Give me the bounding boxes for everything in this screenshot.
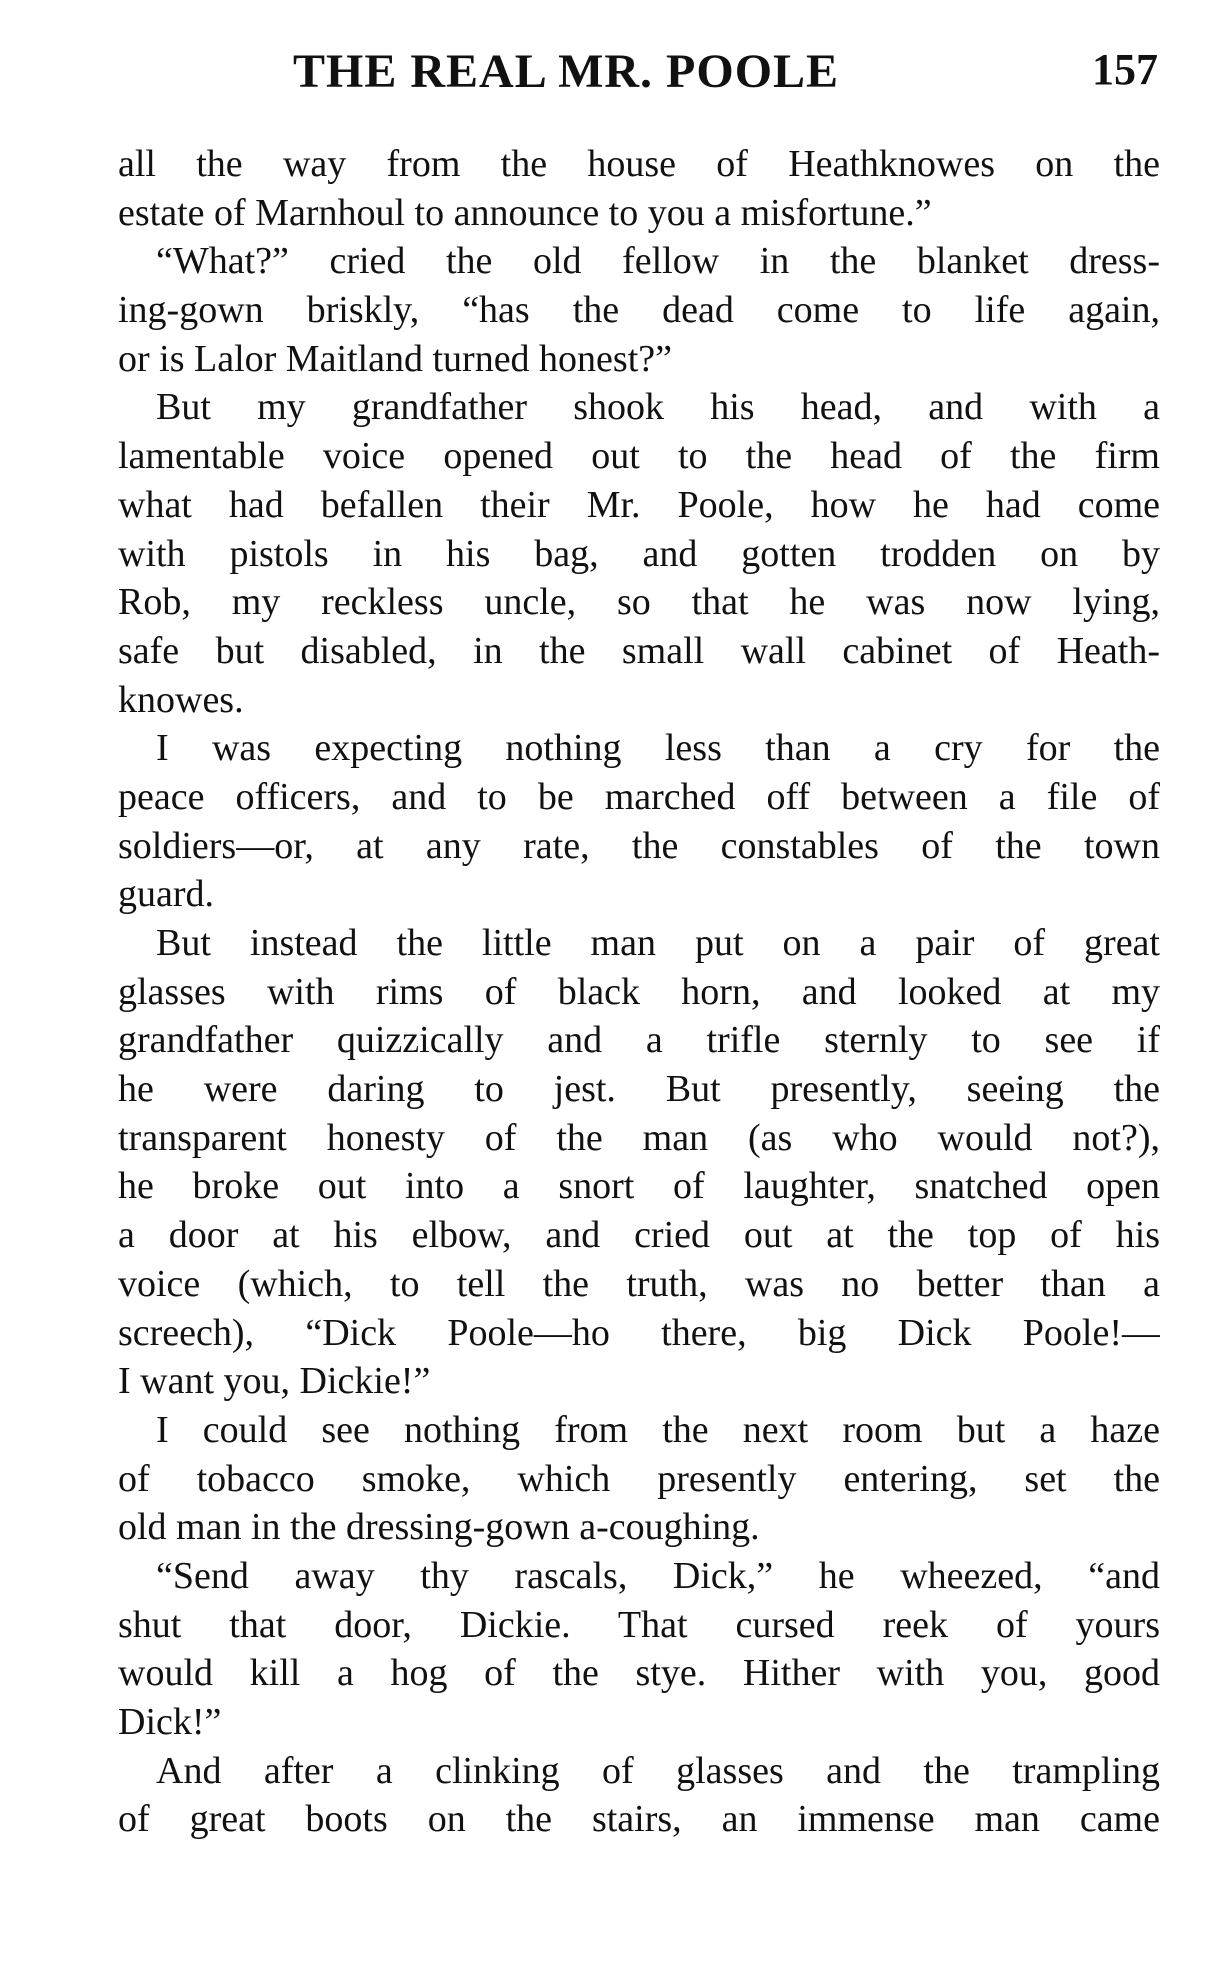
text-line: would kill a hog of the stye. Hither with you, good <box>118 1652 1160 1695</box>
text-line: of great boots on the stairs, an immense man came <box>118 1798 1160 1841</box>
text-line: a door at his elbow, and cried out at the top of his <box>118 1214 1160 1257</box>
text-line: But my grandfather shook his head, and with a <box>156 386 1160 429</box>
text-line: ing-gown briskly, “has the dead come to life again, <box>118 289 1160 332</box>
page-body <box>118 140 1160 1844</box>
text-line: he broke out into a snort of laughter, snatched open <box>118 1165 1160 1208</box>
text-line: estate of Marnhoul to announce to you a misfortune.” <box>118 191 932 234</box>
text-line: Dick!” <box>118 1701 222 1743</box>
running-title: THE REAL MR. POOLE <box>293 45 840 98</box>
text-line: peace officers, and to be marched off between a file of <box>118 775 1160 818</box>
text-line: screech), “Dick Poole—ho there, big Dick Poole!— <box>118 1311 1160 1354</box>
text-line: I want you, Dickie!” <box>118 1360 431 1403</box>
text-line: shut that door, Dickie. That cursed reek of yours <box>118 1603 1160 1646</box>
text-line: I was expecting nothing less than a cry for the <box>156 727 1160 770</box>
text-line: old man in the dressing-gown a-coughing. <box>118 1506 760 1549</box>
text-line: guard. <box>118 873 215 916</box>
text-line: what had befallen their Mr. Poole, how he had come <box>118 483 1160 526</box>
text-line: “Send away thy rascals, Dick,” he wheezed, “and <box>156 1554 1160 1597</box>
text-line: he were daring to jest. But presently, seeing the <box>118 1068 1160 1111</box>
text-line: of tobacco smoke, which presently entering, set the <box>118 1457 1160 1500</box>
text-line: with pistols in his bag, and gotten trodden on by <box>118 532 1160 575</box>
text-line: And after a clinking of glasses and the trampling <box>156 1749 1160 1792</box>
text-line: safe but disabled, in the small wall cabinet of Heath- <box>118 629 1160 672</box>
text-line: “What?” cried the old fellow in the blanket dress- <box>156 240 1160 283</box>
text-line: But instead the little man put on a pair of great <box>156 922 1160 964</box>
text-line: or is Lalor Maitland turned honest?” <box>118 337 673 380</box>
text-line: knowes. <box>118 678 244 721</box>
text-line: Rob, my reckless uncle, so that he was now lying, <box>118 581 1160 624</box>
page-header <box>118 44 1158 104</box>
page-number: 157 <box>1092 45 1158 94</box>
text-line: all the way from the house of Heathknowes on the <box>118 143 1160 185</box>
text-line: grandfather quizzically and a trifle sternly to see if <box>118 1019 1160 1062</box>
text-line: voice (which, to tell the truth, was no better than a <box>118 1262 1160 1305</box>
text-line: glasses with rims of black horn, and looked at my <box>118 970 1160 1013</box>
text-line: lamentable voice opened out to the head of the firm <box>118 435 1160 478</box>
text-line: I could see nothing from the next room but a haze <box>156 1408 1160 1451</box>
text-line: transparent honesty of the man (as who would not?), <box>118 1116 1160 1159</box>
text-line: soldiers—or, at any rate, the constables of the town <box>118 824 1160 867</box>
